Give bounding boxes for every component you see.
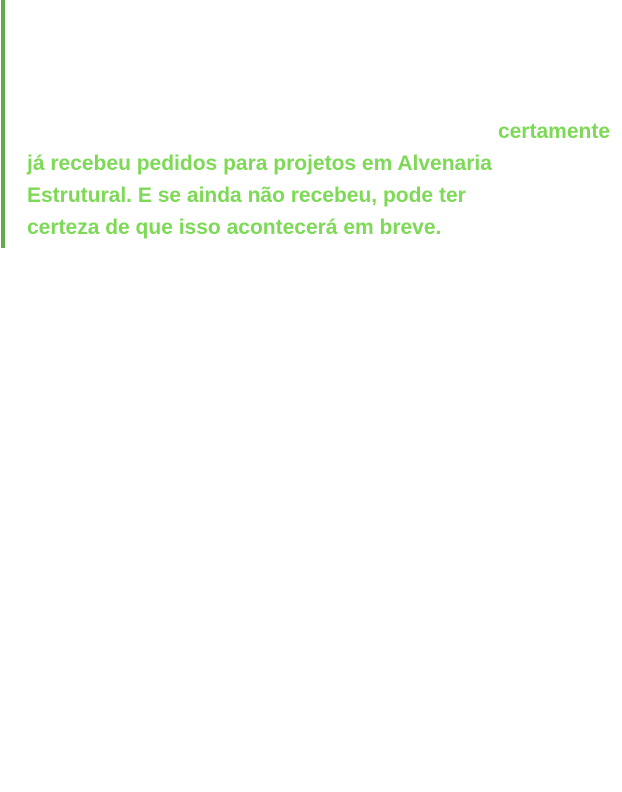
text-line-3: Estrutural. E se ainda não recebeu, pode ter — [27, 184, 466, 207]
accent-bar — [1, 0, 5, 248]
text-line-1: certamente — [497, 120, 610, 143]
highlight-text — [27, 116, 617, 244]
text-line-2: já recebeu pedidos para projetos em Alvenaria — [27, 152, 492, 175]
text-line-4: certeza de que isso acontecerá em breve. — [27, 216, 442, 239]
